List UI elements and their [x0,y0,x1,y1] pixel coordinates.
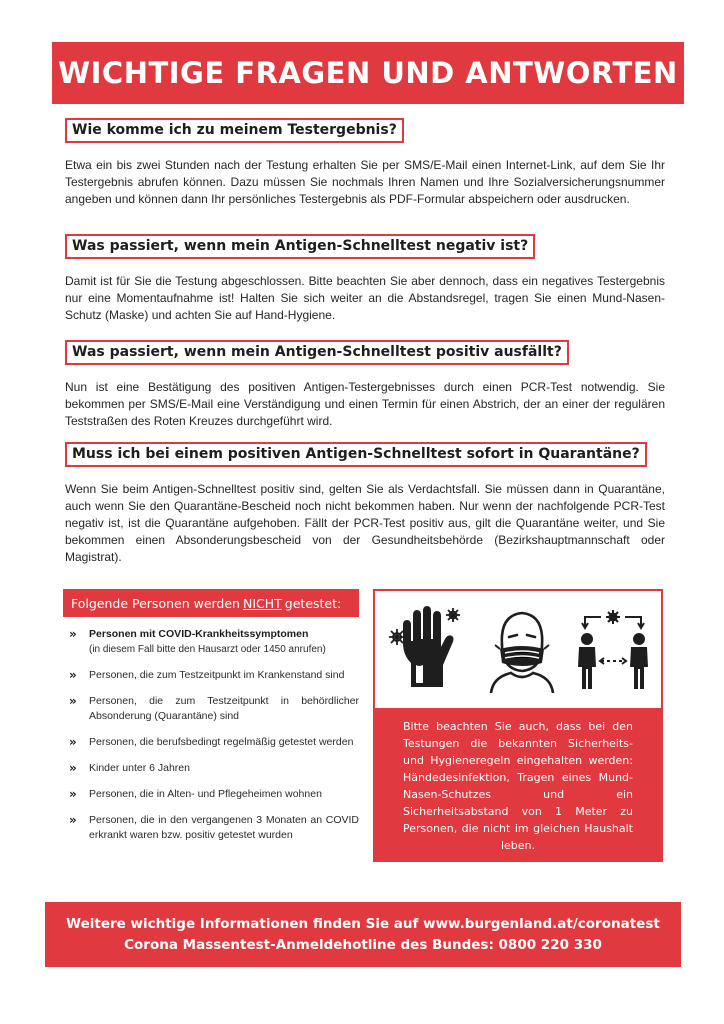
not-tested-list [63,627,359,843]
list-item [63,627,359,657]
title-banner [52,42,684,104]
faq-item-testergebnis [65,118,665,208]
list-item-text: Personen, die zum Testzeitpunkt in behördlicher Absonderung (Quarantäne) sind [89,695,359,722]
footer-hotline: Corona Massentest-Anmeldehotline des Bundes: 0800 220 330 [124,936,602,953]
faq-question: Muss ich bei einem positiven Antigen-Schnelltest sofort in Quarantäne? [65,442,647,467]
footer-banner [45,902,681,967]
list-item-text: Personen, die zum Testzeitpunkt im Krankenstand sind [89,669,345,681]
not-tested-header-text: Folgende Personen werden [71,595,240,611]
faq-answer: Nun ist eine Bestätigung des positiven Antigen-Testergebnisses durch einen PCR-Test notwendig. Sie bekommen per SMS/E-Mail eine Verständigung und einen Termin für einen Abstrich, der an einer der regulären Teststraßen des Roten Kreuzes durchgeführt wird. [65,380,665,428]
list-item-text: Personen, die berufsbedingt regelmäßig getestet werden [89,736,354,748]
list-item-text: Kinder unter 6 Jahren [89,762,190,774]
list-item [63,761,359,776]
list-item [63,787,359,802]
bullet-chevron-icon: » [69,668,74,682]
hygiene-icons [375,591,661,703]
list-item [63,735,359,750]
faq-question: Wie komme ich zu meinem Testergebnis? [65,118,404,143]
faq-item-quarantaene [65,442,665,566]
list-item-text: Personen, die in den vergangenen 3 Monaten an COVID erkrankt waren bzw. positiv getestet wurden [89,814,359,841]
hand-washing-icon [389,603,469,693]
bullet-chevron-icon: » [69,627,74,641]
list-item [63,694,359,724]
list-item [63,668,359,683]
faq-answer: Etwa ein bis zwei Stunden nach der Testung erhalten Sie per SMS/E-Mail einen Internet-Link, auf dem Sie Ihr Testergebnis abrufen können. Dazu müssen Sie nochmals Ihren Namen und Ihre Sozialversicherungsnummer angeben und können dann Ihr persönliches Testergebnis als PDF-Formular abspeichern oder ausdrucken. [65,158,665,206]
bullet-chevron-icon: » [69,735,74,749]
hygiene-notice: Bitte beachten Sie auch, dass bei den Testungen die bekannten Sicherheits- und Hygieneregeln eingehalten werden: Händedesinfektion, Tragen eines Mund-Nasen-Schutzes und ein Sicherheitsabstand von 1 Meter zu Personen, die nicht im gleichen Haushalt leben. [375,708,661,860]
faq-answer: Damit ist für Sie die Testung abgeschlossen. Bitte beachten Sie aber dennoch, dass ein negatives Testergebnis nur eine Momentaufnahme ist! Halten Sie sich weiter an die Abstandsregel, tragen Sie einen Mund-Nasen-Schutz (Maske) und achten Sie auf Hand-Hygiene. [65,274,665,322]
list-item-text: Personen mit COVID-Krankheitssymptomen [89,628,309,640]
not-tested-panel [63,589,359,869]
list-item-subtext: (in diesem Fall bitte den Hausarzt oder 1450 anrufen) [89,644,326,655]
hygiene-panel [373,589,663,862]
not-tested-emphasis: NICHT [242,595,282,611]
faq-question: Was passiert, wenn mein Antigen-Schnelltest positiv ausfällt? [65,340,569,365]
page-title: WICHTIGE FRAGEN UND ANTWORTEN [58,56,678,90]
bullet-chevron-icon: » [69,787,74,801]
faq-answer: Wenn Sie beim Antigen-Schnelltest positiv sind, gelten Sie als Verdachtsfall. Sie müssen dann in Quarantäne, auch wenn Sie den Quarantäne-Bescheid noch nicht bekommen haben. Nur wenn der nachfolgende PCR-Test negativ ist, ist die Quarantäne aufgehoben. Fällt der PCR-Test positiv aus, gilt die Quarantäne weiter, und Sie bekommen einen Absonderungsbescheid von der Gesundheitsbehörde (Bezirkshauptmannschaft oder Magistrat). [65,482,665,564]
bullet-chevron-icon: » [69,813,74,827]
not-tested-header [63,589,359,617]
not-tested-header-end: getestet: [284,595,342,611]
faq-item-positiv [65,340,665,430]
list-item [63,813,359,843]
faq-item-negativ [65,234,665,324]
faq-question: Was passiert, wenn mein Antigen-Schnelltest negativ ist? [65,234,535,259]
distance-icon [573,605,653,693]
bullet-chevron-icon: » [69,694,74,708]
footer-info-link[interactable]: Weitere wichtige Informationen finden Sie auf www.burgenland.at/coronatest [66,915,660,932]
face-mask-icon [487,605,557,693]
list-item-text: Personen, die in Alten- und Pflegeheimen wohnen [89,788,322,800]
bullet-chevron-icon: » [69,761,74,775]
